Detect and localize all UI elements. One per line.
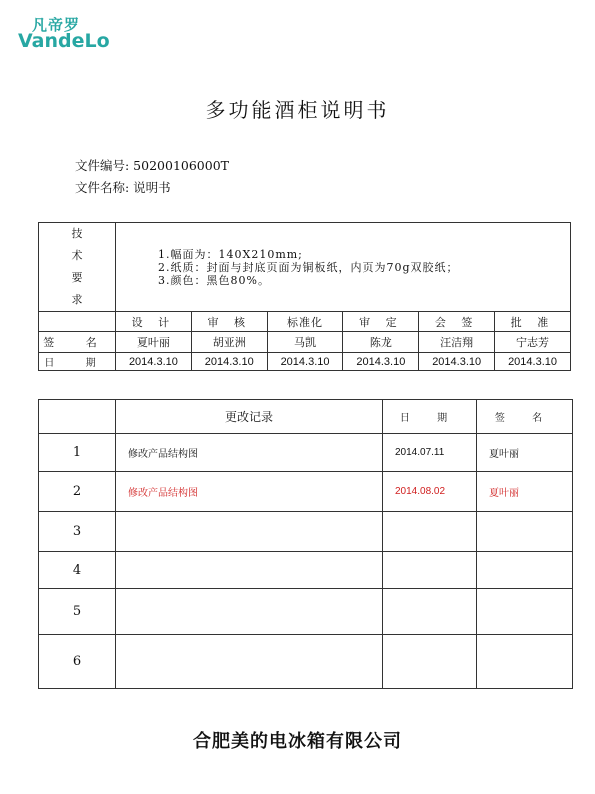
role-approve: 批 准 xyxy=(495,312,571,332)
approval-date: 2014.3.10 xyxy=(116,353,192,371)
change-sign: 夏叶丽 xyxy=(477,434,573,472)
signature-name: 宁志芳 xyxy=(495,332,571,353)
table-row xyxy=(39,635,573,689)
role-corner xyxy=(39,312,116,332)
sign-row-label: 签 名 xyxy=(39,332,116,353)
change-num-header xyxy=(39,400,116,434)
tech-requirements-text xyxy=(116,223,571,312)
change-date xyxy=(383,589,477,635)
change-sign: 夏叶丽 xyxy=(477,472,573,512)
file-name: 文件名称: 说明书 xyxy=(75,180,171,195)
table-row xyxy=(39,434,573,472)
change-num: 3 xyxy=(39,512,116,552)
change-num: 4 xyxy=(39,552,116,589)
change-date: 2014.08.02 xyxy=(383,472,477,512)
change-num: 2 xyxy=(39,472,116,512)
change-sign xyxy=(477,552,573,589)
approval-date: 2014.3.10 xyxy=(343,353,419,371)
approval-date: 2014.3.10 xyxy=(495,353,571,371)
spec-line: 1.幅面为：140X210mm; xyxy=(158,247,303,261)
signature-name: 汪洁翔 xyxy=(419,332,495,353)
change-date-header: 日 期 xyxy=(383,400,477,434)
approval-date: 2014.3.10 xyxy=(267,353,343,371)
spec-line: 3.颜色：黑色80%。 xyxy=(158,273,270,287)
file-number: 文件编号: 50200106000T xyxy=(75,158,230,173)
role-design: 设 计 xyxy=(116,312,192,332)
change-sign-header: 签 名 xyxy=(477,400,573,434)
role-standardization: 标准化 xyxy=(267,312,343,332)
approval-date: 2014.3.10 xyxy=(191,353,267,371)
change-desc xyxy=(116,635,383,689)
change-date xyxy=(383,635,477,689)
change-desc xyxy=(116,512,383,552)
table-row xyxy=(39,512,573,552)
change-num: 1 xyxy=(39,434,116,472)
company-logo xyxy=(18,14,118,54)
table-row xyxy=(39,472,573,512)
change-date xyxy=(383,552,477,589)
signature-name: 马凯 xyxy=(267,332,343,353)
change-desc: 修改产品结构图 xyxy=(116,434,383,472)
change-desc: 修改产品结构图 xyxy=(116,472,383,512)
signature-name: 陈龙 xyxy=(343,332,419,353)
approval-date: 2014.3.10 xyxy=(419,353,495,371)
change-date xyxy=(383,512,477,552)
company-name: 合肥美的电冰箱有限公司 xyxy=(193,731,402,752)
logo-english: VandeLo xyxy=(18,30,110,52)
signature-name: 胡亚洲 xyxy=(191,332,267,353)
change-num: 6 xyxy=(39,635,116,689)
table-row xyxy=(39,552,573,589)
signature-name: 夏叶丽 xyxy=(116,332,192,353)
change-record-header: 更改记录 xyxy=(116,400,383,434)
spec-line: 2.纸质：封面与封底页面为铜板纸，内页为70g双胶纸； xyxy=(158,260,459,274)
change-record-table xyxy=(38,399,573,689)
change-desc xyxy=(116,589,383,635)
tech-requirements-label: 技 术 要 求 xyxy=(39,223,116,312)
change-sign xyxy=(477,589,573,635)
logo-chinese: 凡帝罗 xyxy=(32,16,81,34)
table-row xyxy=(39,589,573,635)
spec-approval-table xyxy=(38,222,571,371)
date-row-label: 日 期 xyxy=(39,353,116,371)
change-num: 5 xyxy=(39,589,116,635)
change-desc xyxy=(116,552,383,589)
document-title: 多功能酒柜说明书 xyxy=(205,98,390,122)
role-review: 审 核 xyxy=(191,312,267,332)
change-sign xyxy=(477,512,573,552)
role-finalize: 审 定 xyxy=(343,312,419,332)
change-sign xyxy=(477,635,573,689)
role-countersign: 会 签 xyxy=(419,312,495,332)
change-date: 2014.07.11 xyxy=(383,434,477,472)
